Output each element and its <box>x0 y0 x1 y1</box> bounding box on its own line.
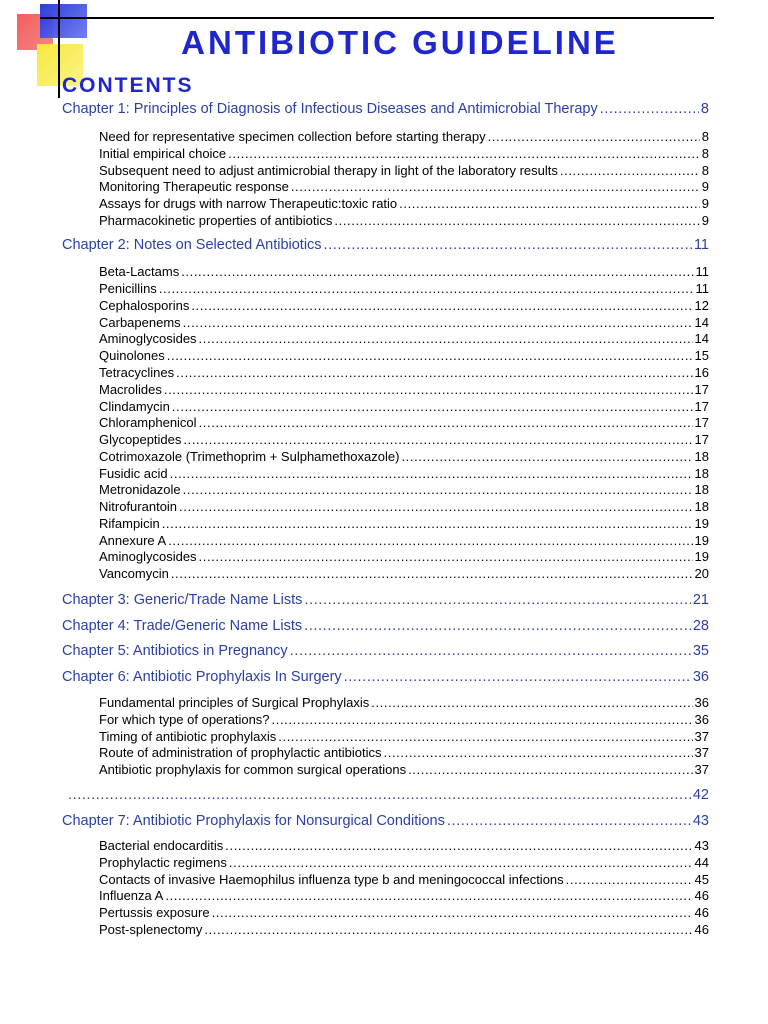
toc-leader-dots <box>560 163 700 178</box>
toc-page-number: 46 <box>694 922 709 937</box>
toc-entry[interactable] <box>99 712 709 727</box>
toc-entry[interactable] <box>99 872 709 887</box>
toc-page-number: 42 <box>692 787 709 803</box>
toc-entry-label: Pharmacokinetic properties of antibiotics <box>99 213 333 228</box>
toc-page-number: 14 <box>694 315 709 330</box>
toc-entry-label: Subsequent need to adjust antimicrobial therapy in light of the laboratory results <box>99 163 558 178</box>
toc-page-number: 19 <box>694 533 709 548</box>
toc-entry-label: Contacts of invasive Haemophilus influenza type b and meningococcal infections <box>99 872 564 887</box>
toc-chapter-label: Chapter 7: Antibiotic Prophylaxis for Nonsurgical Conditions <box>62 813 445 829</box>
toc-chapter-7[interactable] <box>62 813 709 829</box>
toc-leader-dots <box>334 213 699 228</box>
toc-entry-label: Clindamycin <box>99 399 170 414</box>
toc-leader-dots <box>183 482 693 497</box>
toc-entry[interactable] <box>99 838 709 853</box>
toc-page-number: 11 <box>695 281 709 296</box>
toc-entry-label: Timing of antibiotic prophylaxis <box>99 729 277 744</box>
toc-page-number: 18 <box>694 499 709 514</box>
toc-leader-dots <box>199 331 693 346</box>
toc-leader-dots <box>228 146 700 161</box>
toc-entry[interactable] <box>99 365 709 380</box>
toc-chapter-5[interactable] <box>62 643 709 659</box>
toc-leader-dots <box>212 905 693 920</box>
toc-entry[interactable] <box>99 415 709 430</box>
toc-entry-label: Metronidazole <box>99 482 181 497</box>
toc-entry[interactable] <box>99 399 709 414</box>
toc-entry[interactable] <box>99 729 709 744</box>
toc-page-number: 19 <box>694 549 709 564</box>
toc-entry-label: For which type of operations? <box>99 712 270 727</box>
toc-chapter-label: Chapter 4: Trade/Generic Name Lists <box>62 618 303 634</box>
decorative-vertical-rule <box>58 0 60 98</box>
toc-leader-dots <box>181 264 693 279</box>
toc-page-number: 8 <box>700 101 709 117</box>
toc-leader-dots <box>162 516 693 531</box>
toc-page-number: 9 <box>701 213 709 228</box>
toc-entry[interactable] <box>99 213 709 228</box>
toc-chapter-label: Chapter 3: Generic/Trade Name Lists <box>62 592 303 608</box>
toc-entry[interactable] <box>99 745 709 760</box>
toc-page-number: 36 <box>692 669 709 685</box>
toc-page-number: 17 <box>694 382 709 397</box>
toc-entry[interactable] <box>99 432 709 447</box>
toc-leader-dots <box>384 745 693 760</box>
toc-entry-label: Nitrofurantoin <box>99 499 178 514</box>
decorative-blue-square <box>40 4 87 38</box>
toc-entry[interactable] <box>99 922 709 937</box>
toc-entry-label: Tetracyclines <box>99 365 175 380</box>
toc-page-number: 17 <box>694 415 709 430</box>
toc-page-number: 21 <box>692 592 709 608</box>
toc-entry-label: Antibiotic prophylaxis for common surgical operations <box>99 762 407 777</box>
toc-page-number: 36 <box>694 712 709 727</box>
toc-leader-dots <box>164 382 693 397</box>
toc-page-number: 17 <box>694 432 709 447</box>
toc-page-number: 37 <box>694 729 709 744</box>
toc-untitled-entry[interactable] <box>66 787 709 803</box>
toc-page-number: 43 <box>694 838 709 853</box>
toc-chapter-1[interactable] <box>62 101 709 117</box>
toc-leader-dots <box>600 101 699 117</box>
toc-chapter-label: Chapter 2: Notes on Selected Antibiotics <box>62 237 322 253</box>
toc-entry-label: Cephalosporins <box>99 298 190 313</box>
toc-leader-dots <box>183 432 692 447</box>
toc-page-number: 15 <box>694 348 709 363</box>
toc-page-number: 8 <box>701 163 709 178</box>
toc-chapter-6[interactable] <box>62 669 709 685</box>
toc-page-number: 9 <box>701 196 709 211</box>
toc-leader-dots <box>172 399 693 414</box>
toc-page-number: 18 <box>694 449 709 464</box>
toc-entry-label: Monitoring Therapeutic response <box>99 179 289 194</box>
toc-entry-label: Fusidic acid <box>99 466 168 481</box>
toc-entry-label: Initial empirical choice <box>99 146 227 161</box>
toc-entry[interactable] <box>99 146 709 161</box>
toc-leader-dots <box>401 449 692 464</box>
toc-chapter-label: Chapter 1: Principles of Diagnosis of Infectious Diseases and Antimicrobial Therapy <box>62 101 598 117</box>
toc-page-number: 14 <box>694 331 709 346</box>
toc-entry[interactable] <box>99 516 709 531</box>
toc-leader-dots <box>291 179 700 194</box>
toc-page-number: 45 <box>694 872 709 887</box>
toc-entry[interactable] <box>99 695 709 710</box>
toc-entry-label: Post-splenectomy <box>99 922 203 937</box>
toc-leader-dots <box>183 315 693 330</box>
toc-page-number: 43 <box>692 813 709 829</box>
toc-entry[interactable] <box>99 298 709 313</box>
toc-page-number: 35 <box>692 643 709 659</box>
toc-entry[interactable] <box>99 466 709 481</box>
toc-page-number: 12 <box>694 298 709 313</box>
toc-entry-label: Rifampicin <box>99 516 160 531</box>
toc-leader-dots <box>408 762 692 777</box>
toc-leader-dots <box>488 129 700 144</box>
toc-entry[interactable] <box>99 163 709 178</box>
toc-leader-dots <box>191 298 692 313</box>
toc-page-number: 8 <box>701 129 709 144</box>
toc-entry[interactable] <box>99 888 709 903</box>
toc-page-number: 8 <box>701 146 709 161</box>
toc-leader-dots <box>168 533 692 548</box>
toc-entry-label: Route of administration of prophylactic antibiotics <box>99 745 382 760</box>
toc-entry[interactable] <box>99 449 709 464</box>
toc-entry[interactable] <box>99 499 709 514</box>
toc-leader-dots <box>399 196 700 211</box>
toc-entry[interactable] <box>99 264 709 279</box>
toc-leader-dots <box>179 499 692 514</box>
toc-entry-label: Pertussis exposure <box>99 905 210 920</box>
toc-leader-dots <box>159 281 694 296</box>
toc-entry-label: Need for representative specimen collection before starting therapy <box>99 129 486 144</box>
toc-entry[interactable] <box>99 533 709 548</box>
toc-entry-label: Influenza A <box>99 888 164 903</box>
toc-entry-label: Prophylactic regimens <box>99 855 227 870</box>
toc-entry[interactable] <box>99 315 709 330</box>
toc-entry[interactable] <box>99 348 709 363</box>
toc-entry-label: Aminoglycosides <box>99 549 197 564</box>
toc-entry[interactable] <box>99 762 709 777</box>
toc-page-number: 44 <box>694 855 709 870</box>
toc-page-number: 17 <box>694 399 709 414</box>
toc-page-number: 20 <box>694 566 709 581</box>
decorative-horizontal-rule <box>40 17 714 19</box>
toc-leader-dots <box>371 695 692 710</box>
toc-chapter-2[interactable] <box>62 237 709 253</box>
toc-leader-dots <box>229 855 693 870</box>
toc-leader-dots <box>204 922 692 937</box>
toc-leader-dots <box>566 872 693 887</box>
toc-page-number: 11 <box>693 237 709 253</box>
toc-leader-dots <box>171 566 693 581</box>
toc-page-number: 16 <box>694 365 709 380</box>
toc-entry-label: Cotrimoxazole (Trimethoprim + Sulphamethoxazole) <box>99 449 400 464</box>
toc-chapter-3[interactable] <box>62 592 709 608</box>
toc-entry-label: Macrolides <box>99 382 162 397</box>
toc-page-number: 18 <box>694 466 709 481</box>
toc-page-number: 28 <box>692 618 709 634</box>
toc-leader-dots <box>225 838 692 853</box>
toc-entry-label: Glycopeptides <box>99 432 182 447</box>
toc-page-number: 19 <box>694 516 709 531</box>
toc-entry-label: Penicillins <box>99 281 157 296</box>
toc-leader-dots <box>278 729 692 744</box>
toc-entry[interactable] <box>99 331 709 346</box>
toc-entry[interactable] <box>99 196 709 211</box>
toc-page-number: 37 <box>694 762 709 777</box>
toc-leader-dots <box>68 787 691 803</box>
toc-entry-label: Assays for drugs with narrow Therapeutic:toxic ratio <box>99 196 398 211</box>
toc-entry-label: Carbapenems <box>99 315 181 330</box>
toc-entry[interactable] <box>99 129 709 144</box>
toc-entry[interactable] <box>99 179 709 194</box>
toc-entry[interactable] <box>99 905 709 920</box>
toc-chapter-label: Chapter 5: Antibiotics in Pregnancy <box>62 643 288 659</box>
toc-leader-dots <box>165 888 692 903</box>
toc-chapter-label: Chapter 6: Antibiotic Prophylaxis In Surgery <box>62 669 342 685</box>
toc-entry[interactable] <box>99 382 709 397</box>
toc-leader-dots <box>304 618 691 634</box>
toc-leader-dots <box>324 237 692 253</box>
toc-page-number: 36 <box>694 695 709 710</box>
toc-leader-dots <box>290 643 691 659</box>
toc-leader-dots <box>176 365 692 380</box>
toc-entry[interactable] <box>99 281 709 296</box>
toc-entry[interactable] <box>99 566 709 581</box>
toc-page-number: 18 <box>694 482 709 497</box>
toc-entry[interactable] <box>99 855 709 870</box>
toc-entry[interactable] <box>99 482 709 497</box>
toc-leader-dots <box>199 415 693 430</box>
toc-entry-label: Quinolones <box>99 348 165 363</box>
toc-entry-label: Beta-Lactams <box>99 264 180 279</box>
toc-entry-label: Aminoglycosides <box>99 331 197 346</box>
toc-leader-dots <box>304 592 690 608</box>
toc-page-number: 11 <box>695 264 709 279</box>
toc-entry-label: Annexure A <box>99 533 167 548</box>
toc-entry-label: Fundamental principles of Surgical Prophylaxis <box>99 695 370 710</box>
toc-page-number: 46 <box>694 905 709 920</box>
toc-leader-dots <box>167 348 693 363</box>
contents-heading: CONTENTS <box>62 74 194 97</box>
toc-page-number: 46 <box>694 888 709 903</box>
toc-leader-dots <box>170 466 693 481</box>
toc-leader-dots <box>272 712 693 727</box>
toc-chapter-4[interactable] <box>62 618 709 634</box>
toc-leader-dots <box>447 813 691 829</box>
toc-page-number: 9 <box>701 179 709 194</box>
toc-leader-dots <box>199 549 693 564</box>
toc-entry-label: Bacterial endocarditis <box>99 838 224 853</box>
toc-entry[interactable] <box>99 549 709 564</box>
page-title: ANTIBIOTIC GUIDELINE <box>181 24 619 61</box>
toc-leader-dots <box>344 669 691 685</box>
toc-entry-label: Chloramphenicol <box>99 415 197 430</box>
toc-page-number: 37 <box>694 745 709 760</box>
toc-entry-label: Vancomycin <box>99 566 169 581</box>
